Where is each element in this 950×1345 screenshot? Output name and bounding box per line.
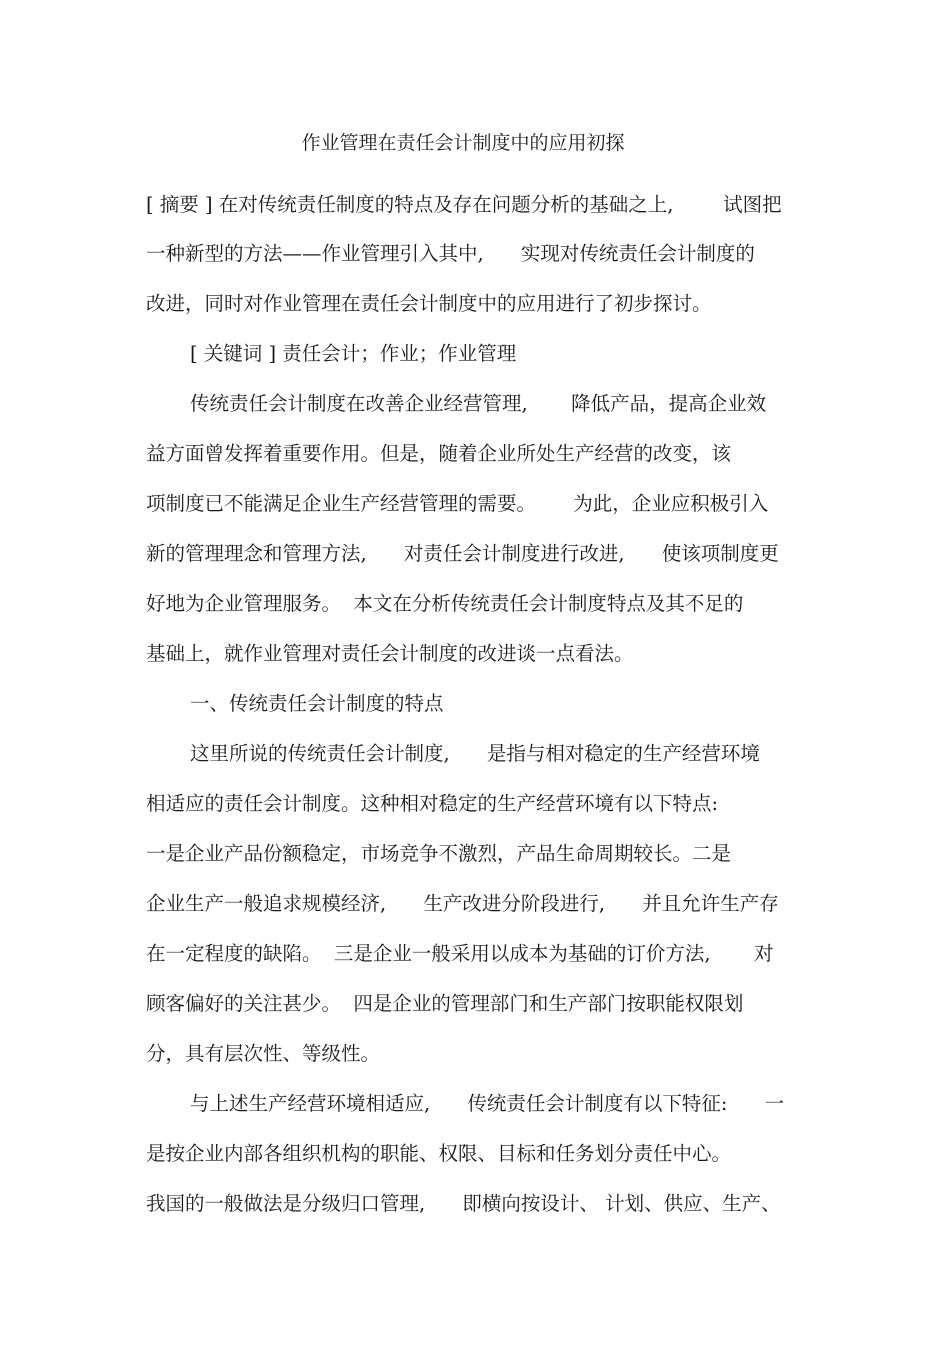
paragraph-line: 一是企业产品份额稳定，市场竞争不激烈，产品生命周期较长。二是	[146, 842, 732, 865]
paragraph-line: 企业生产一般追求规模经济, 生产改进分阶段进行, 并且允许生产存	[146, 892, 779, 915]
paragraph-line: 我国的一般做法是分级归口管理, 即横向按设计、 计划、供应、生产、	[146, 1192, 781, 1215]
section-heading: 一、传统责任会计制度的特点	[190, 692, 444, 715]
paragraph-line: 新的管理理念和管理方法, 对责任会计制度进行改进, 使该项制度更	[146, 542, 779, 565]
abstract-line: [ 摘要 ] 在对传统责任制度的特点及存在问题分析的基础之上, 试图把	[146, 193, 782, 216]
document-title: 作业管理在责任会计制度中的应用初探	[301, 132, 625, 154]
paragraph-line: 好地为企业管理服务。 本文在分析传统责任会计制度特点及其不足的	[146, 592, 744, 615]
paragraph-line: 与上述生产经营环境相适应, 传统责任会计制度有以下特征: 一	[190, 1092, 785, 1115]
paragraph-line: 是按企业内部各组织机构的职能、权限、目标和任务划分责任中心。	[146, 1142, 732, 1165]
paragraph-line: 益方面曾发挥着重要作用。但是，随着企业所处生产经营的改变，该	[146, 442, 732, 465]
keywords-line: [ 关键词 ] 责任会计；作业；作业管理	[190, 342, 517, 365]
paragraph-line: 基础上，就作业管理对责任会计制度的改进谈一点看法。	[146, 642, 634, 665]
paragraph-line: 顾客偏好的关注甚少。 四是企业的管理部门和生产部门按职能权限划	[146, 992, 744, 1015]
paragraph-line: 相适应的责任会计制度。这种相对稳定的生产经营环境有以下特点:	[146, 792, 719, 815]
paragraph-line: 项制度已不能满足企业生产经营管理的需要。 为此，企业应积极引入	[146, 492, 769, 515]
paragraph-line: 在一定程度的缺陷。 三是企业一般采用以成本为基础的订价方法, 对	[146, 942, 774, 965]
paragraph-line: 这里所说的传统责任会计制度, 是指与相对稳定的生产经营环境	[190, 742, 760, 765]
abstract-line: 一种新型的方法——作业管理引入其中, 实现对传统责任会计制度的	[146, 242, 755, 265]
paragraph-line: 分，具有层次性、等级性。	[146, 1042, 381, 1065]
paragraph-line: 传统责任会计制度在改善企业经营管理, 降低产品，提高企业效	[190, 392, 767, 415]
abstract-line: 改进，同时对作业管理在责任会计制度中的应用进行了初步探讨。	[146, 292, 712, 315]
